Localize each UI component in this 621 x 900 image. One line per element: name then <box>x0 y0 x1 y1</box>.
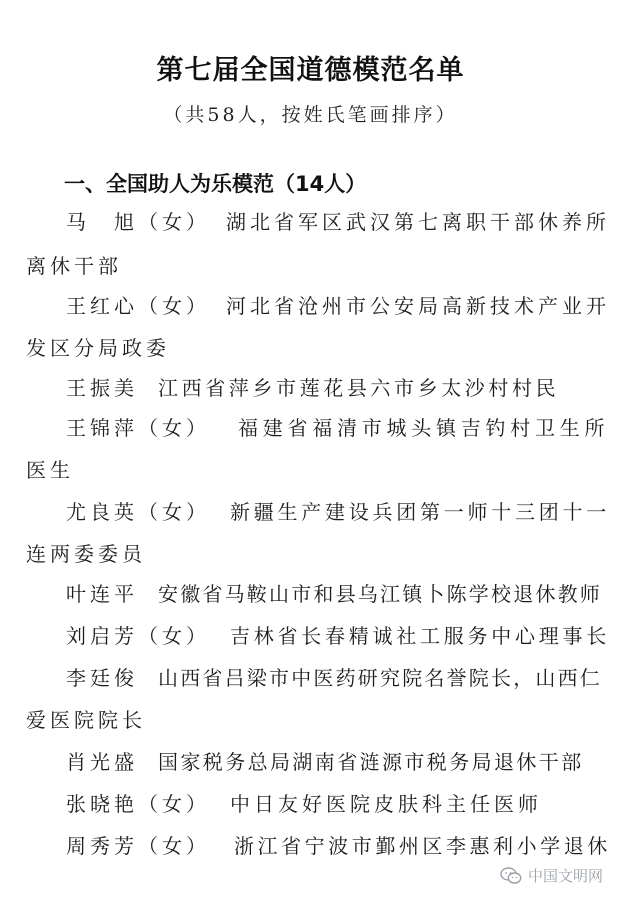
entry-name: 王振美 <box>66 376 138 400</box>
entry-line <box>66 624 610 648</box>
entry-line <box>66 500 610 524</box>
entry-description: 山西省吕梁市中医药研究院名誉院长，山西仁 <box>158 666 602 690</box>
entry-description: 江西省萍乡市莲花县六市乡太沙村村民 <box>158 376 560 400</box>
entry-name: 肖光盛 <box>66 750 138 774</box>
entry-description: 新疆生产建设兵团第一师十三团十一 <box>230 500 610 524</box>
entry-line <box>66 834 611 858</box>
entry-description: 湖北省军区武汉第七离职干部休养所 <box>226 210 610 234</box>
entry-continuation: 发区分局政委 <box>26 336 170 360</box>
section-heading: 一、全国助人为乐模范（14人） <box>64 172 367 196</box>
entry-line <box>66 666 602 690</box>
entry-line <box>66 416 609 440</box>
entry-continuation: 医生 <box>26 458 74 482</box>
entry-description: 中日友好医院皮肤科主任医师 <box>230 792 542 816</box>
entry-continuation: 连两委委员 <box>26 542 146 566</box>
document-title: 第七届全国道德模范名单 <box>156 55 465 86</box>
entry-description: 吉林省长春精诚社工服务中心理事长 <box>230 624 610 648</box>
watermark <box>500 865 603 886</box>
entry-description: 安徽省马鞍山市和县乌江镇卜陈学校退休教师 <box>158 582 602 606</box>
wechat-icon <box>500 867 522 885</box>
entry-description: 福建省福清市城头镇吉钓村卫生所 <box>238 416 610 440</box>
entry-name: 尤良英（女） <box>66 500 210 524</box>
entry-name: 周秀芳（女） <box>66 834 210 858</box>
entry-description: 浙江省宁波市鄞州区李惠利小学退休 <box>234 834 611 858</box>
entry-description: 国家税务总局湖南省涟源市税务局退休干部 <box>158 750 584 774</box>
entry-continuation: 离休干部 <box>26 254 122 278</box>
entry-name: 张晓艳（女） <box>66 792 210 816</box>
entry-line <box>66 210 610 234</box>
entry-line <box>66 750 584 774</box>
entry-line <box>66 792 542 816</box>
entry-line <box>66 582 602 606</box>
entry-name: 王锦萍（女） <box>66 416 210 440</box>
entry-line <box>66 376 559 400</box>
document-subtitle: （共58人，按姓氏笔画排序） <box>163 104 458 126</box>
entry-name: 李廷俊 <box>66 666 138 690</box>
entry-continuation: 爱医院院长 <box>26 708 146 732</box>
watermark-text: 中国文明网 <box>527 867 603 885</box>
entry-name: 王红心（女） <box>66 294 210 318</box>
entry-name: 马 旭（女） <box>66 210 210 234</box>
entry-line <box>66 294 610 318</box>
entry-name: 刘启芳（女） <box>66 624 210 648</box>
entry-name: 叶连平 <box>66 582 138 606</box>
entry-description: 河北省沧州市公安局高新技术产业开 <box>226 294 610 318</box>
